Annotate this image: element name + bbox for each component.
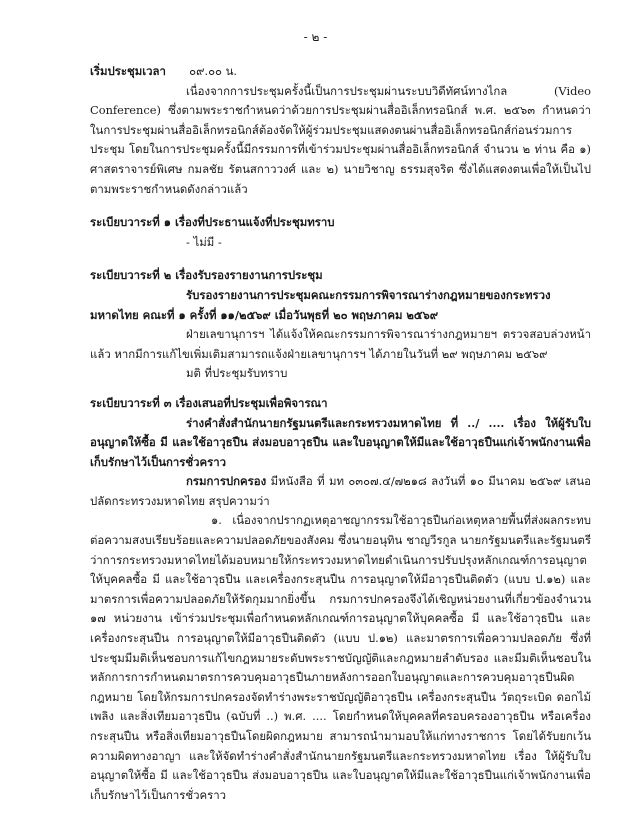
agenda-3-letter-text: มีหนังสือ ที่ มท ๐๓๐๗.๔/๗๒๑๘ ลงวันที่ ๑๐ มีนาคม ๒๕๖๙ เสนอปลัดกระทรวงมหาดไทย สรุปความว่า — [90, 474, 591, 508]
agenda-3-department: กรมการปกครอง — [186, 474, 267, 489]
agenda-3-title: ระเบียบวาระที่ ๓ เรื่องเสนอที่ประชุมเพื่อพิจารณา — [90, 395, 328, 410]
agenda-2-title: ระเบียบวาระที่ ๒ เรื่องรับรองรายงานการประชุม — [90, 268, 323, 283]
meeting-start-label: เริ่มประชุมเวลา — [90, 64, 166, 78]
agenda-3-subject: ร่างคำสั่งสำนักนายกรัฐมนตรีและกระทรวงมหาดไทย ที่ ../ .... เรื่อง ให้ผู้รับใบอนุญาตให้ซื้อ มี และใช้อาวุธปืน ส่งมอบอาวุธปืน และใบอนุญาตให้มีและใช้อาวุธปืนแก่เจ้าพนักงานเพื่อเก็บรักษาไว้เป็นการชั่วคราว — [90, 415, 591, 469]
agenda-1-body: - ไม่มี - — [186, 234, 222, 249]
meeting-start — [90, 62, 591, 82]
agenda-2-body: ฝ่ายเลขานุการฯ ได้แจ้งให้คณะกรรมการพิจารณาร่างกฎหมายฯ ตรวจสอบล่วงหน้าแล้ว หากมีการแก้ไขเพิ่มเติมสามารถแจ้งฝ่ายเลขานุการฯ ได้ภายในวันที่ ๒๙ พฤษภาคม ๒๕๖๙ — [90, 327, 591, 361]
agenda-2-subject: รับรองรายงานการประชุมคณะกรรมการพิจารณาร่างกฎหมายของกระทรวงมหาดไทย คณะที่ ๑ ครั้งที่ ๑๑/๒๕๖๙ เมื่อวันพุธที่ ๒๐ พฤษภาคม ๒๕๖๙ — [90, 287, 551, 322]
agenda-1-title: ระเบียบวาระที่ ๑ เรื่องที่ประธานแจ้งที่ประชุมทราบ — [90, 215, 335, 230]
meeting-start-time: ๐๙.๐๐ น. — [189, 64, 238, 78]
agenda-3-point-1: ๑. เนื่องจากปรากฏเหตุอาชญากรรมใช้อาวุธปืนก่อเหตุหลายพื้นที่ส่งผลกระทบต่อความสงบเรียบร้อยและความปลอดภัยของสังคม ซึ่งนายอนุทิน ชาญวีรกูล นายกรัฐมนตรีและรัฐมนตรีว่าการกระทรวงมหาดไทยได้มอบหมายให้กระทรวงมหาดไทยดำเนินการปรับปรุงหลักเกณฑ์การอนุญาตให้บุคคลซื้อ มี และใช้อาวุธปืน และเครื่องกระสุนปืน การอนุญาตให้มีอาวุธปืนติดตัว (แบบ ป.๑๒) และมาตรการเพื่อความปลอดภัยให้รัดกุมมากยิ่งขึ้น กรมการปกครองจึงได้เชิญหน่วยงานที่เกี่ยวข้องจำนวน ๑๗ หน่วยงาน เข้าร่วมประชุมเพื่อกำหนดหลักเกณฑ์การอนุญาตให้บุคคลซื้อ มี และใช้อาวุธปืน และเครื่องกระสุนปืน การอนุญาตให้มีอาวุธปืนติดตัว (แบบ ป.๑๒) และมาตรการเพื่อความปลอดภัย ซึ่งที่ประชุมมีมติเห็นชอบการแก้ไขกฎหมายระดับพระราชบัญญัติและกฎหมายลำดับรอง และมีมติเห็นชอบในหลักการการกำหนดมาตรการควบคุมอาวุธปืนภายหลังการออกใบอนุญาตและการควบคุมอาวุธปืนผิดกฎหมาย โดยให้กรมการปกครองจัดทำร่างพระราชบัญญัติอาวุธปืน เครื่องกระสุนปืน วัตถุระเบิด ดอกไม้เพลิง และสิ่งเทียมอาวุธปืน (ฉบับที่ ..) พ.ศ. .... โดยกำหนดให้บุคคลที่ครอบครองอาวุธปืน หรือเครื่องกระสุนปืน หรือสิ่งเทียมอาวุธปืนโดยผิดกฎหมาย สามารถนำมามอบให้แก่ทางราชการ โดยได้รับยกเว้นความผิดทางอาญา และให้จัดทำร่างคำสั่งสำนักนายกรัฐมนตรีและกระทรวงมหาดไทย เรื่อง ให้ผู้รับใบอนุญาตให้ซื้อ มี และใช้อาวุธปืน ส่งมอบอาวุธปืน และใบอนุญาตให้มีและใช้อาวุธปืนแก่เจ้าพนักงานเพื่อเก็บรักษาไว้เป็นการชั่วคราว — [90, 513, 591, 802]
page-number: - ๒ - — [303, 30, 328, 44]
document-body — [90, 62, 591, 805]
intro-paragraph: เนื่องจากการประชุมครั้งนี้เป็นการประชุมผ่านระบบวิดีทัศน์ทางไกล (Video Conference) ซึ่งตามพระราชกำหนดว่าด้วยการประชุมผ่านสื่ออิเล็กทรอนิกส์ พ.ศ. ๒๕๖๓ กำหนดว่า ในการประชุมผ่านสื่ออิเล็กทรอนิกส์ต้องจัดให้ผู้ร่วมประชุมแสดงตนผ่านสื่ออิเล็กทรอนิกส์ก่อนร่วมการประชุม โดยในการประชุมครั้งนี้มีกรรมการที่เข้าร่วมประชุมผ่านสื่ออิเล็กทรอนิกส์ จำนวน ๒ ท่าน คือ ๑) ศาสตราจารย์พิเศษ กมลชัย รัตนสกาววงศ์ และ ๒) นายวิชาญ ธรรมสุจริต ซึ่งได้แสดงตนเพื่อให้เป็นไปตามพระราชกำหนดดังกล่าวแล้ว — [90, 83, 591, 196]
agenda-3-letter — [90, 472, 591, 511]
agenda-2-resolution: มติ ที่ประชุมรับทราบ — [186, 366, 288, 381]
